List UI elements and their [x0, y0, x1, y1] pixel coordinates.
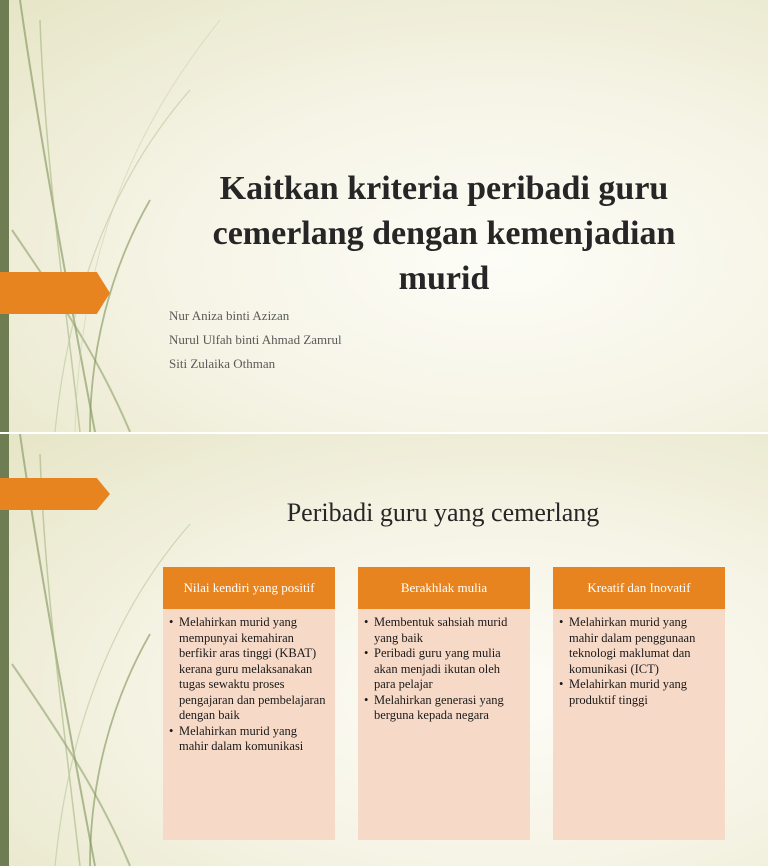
column-berakhlak-mulia [358, 567, 530, 840]
column-body [553, 609, 725, 840]
author-name: Nurul Ulfah binti Ahmad Zamrul [169, 332, 342, 347]
bullet-point: • Melahirkan murid yang mahir dalam penggunaan teknologi maklumat dan komunikasi (ICT) [559, 615, 717, 677]
bullet-point: • Melahirkan murid yang mahir dalam komunikasi [169, 724, 327, 755]
bullet-point: • Melahirkan murid yang mempunyai kemahiran berfikir aras tinggi (KBAT) kerana guru melaksanakan tugas sewaktu proses pengajaran dan pembelajaran dengan baik [169, 615, 327, 724]
orange-arrow-tab [0, 272, 110, 314]
bullet-point: • Melahirkan generasi yang berguna kepada negara [364, 693, 522, 724]
column-nilai-kendiri [163, 567, 335, 840]
column-body [358, 609, 530, 840]
content-slide [0, 434, 768, 866]
slide-title: Peribadi guru yang cemerlang [286, 498, 600, 527]
bullet-point: • Membentuk sahsiah murid yang baik [364, 615, 522, 646]
title-slide [0, 0, 768, 432]
column-heading: Berakhlak mulia [358, 567, 530, 609]
left-accent-bar [0, 0, 9, 432]
column-heading: Nilai kendiri yang positif [163, 567, 335, 609]
author-list [169, 304, 342, 376]
slide-title: Kaitkan kriteria peribadi guru cemerlang dengan kemenjadian murid [212, 170, 676, 297]
bullet-point: • Melahirkan murid yang produktif tinggi [559, 677, 717, 708]
author-name: Nur Aniza binti Azizan [169, 308, 290, 323]
column-kreatif-inovatif [553, 567, 725, 840]
bullet-point: • Peribadi guru yang mulia akan menjadi ikutan oleh para pelajar [364, 646, 522, 693]
column-body [163, 609, 335, 840]
orange-arrow-tab [0, 478, 110, 510]
author-name: Siti Zulaika Othman [169, 356, 276, 371]
column-heading: Kreatif dan Inovatif [553, 567, 725, 609]
